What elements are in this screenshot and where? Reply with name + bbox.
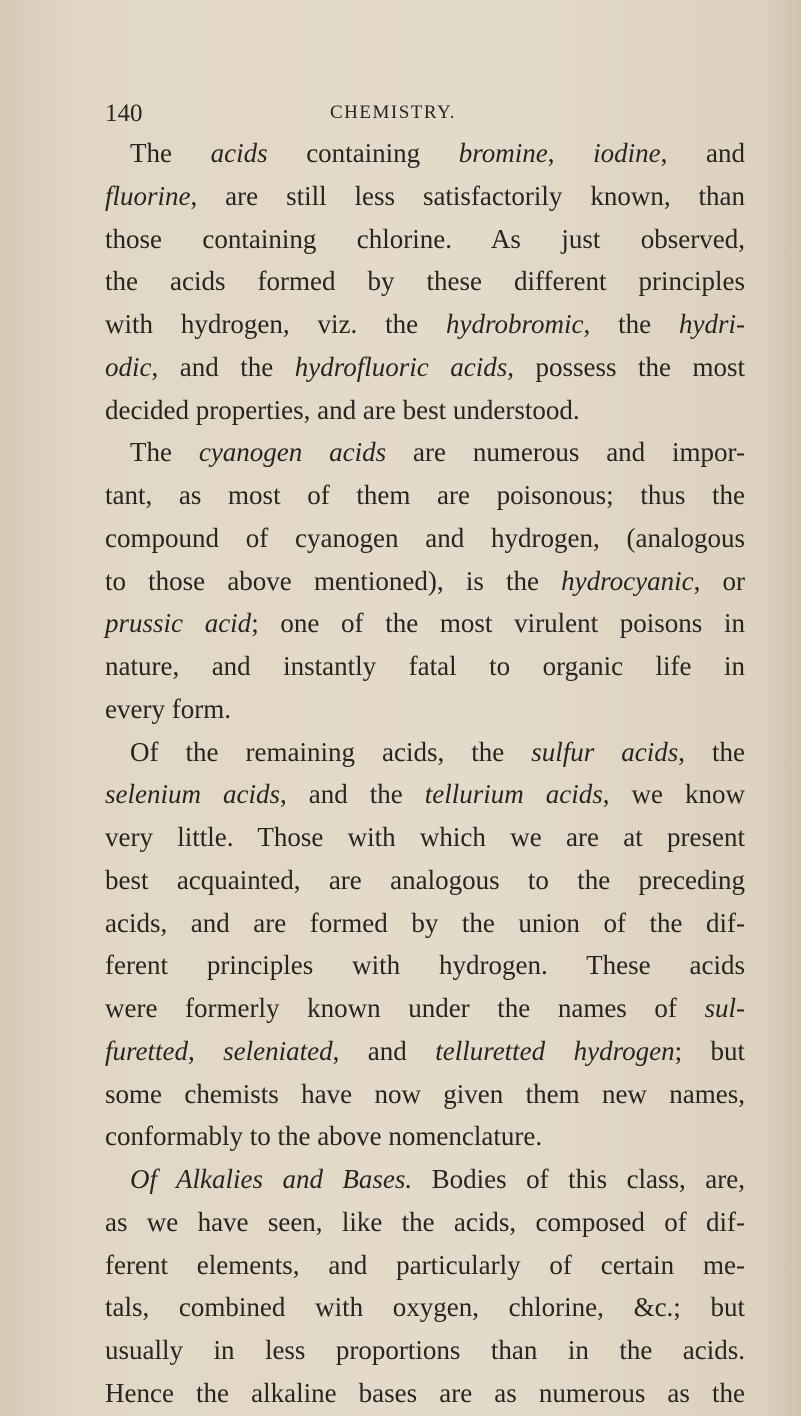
text-run: ; but — [674, 1035, 745, 1066]
text-line — [105, 132, 745, 175]
text-run: , are still less satisfactorily known, than — [190, 180, 745, 211]
italic-term: odic — [105, 351, 152, 382]
text-run: with hydrogen, viz. the — [105, 309, 446, 339]
italic-term: tellurium acids — [424, 779, 603, 810]
italic-term: hydri- — [679, 309, 745, 339]
text-line — [105, 389, 745, 432]
text-line — [105, 859, 745, 902]
text-run: The — [130, 138, 211, 168]
text-run: , and the — [279, 779, 425, 810]
text-run: every form. — [105, 693, 231, 724]
text-line — [105, 1286, 745, 1329]
text-run: as we have seen, like the acids, composed of dif- — [105, 1206, 745, 1237]
italic-term: fluorine — [105, 180, 191, 211]
text-run: containing — [267, 138, 459, 168]
text-run: tals, combined with oxygen, chlorine, &c.; but — [105, 1292, 745, 1323]
text-line — [105, 1030, 745, 1073]
text-line — [105, 944, 745, 987]
text-line — [105, 602, 745, 645]
italic-term: bromine — [458, 138, 548, 168]
italic-term: furetted, seleniated — [105, 1035, 333, 1066]
book-page — [105, 92, 745, 1415]
text-line — [105, 431, 745, 474]
text-run: ferent elements, and particularly of certain me- — [105, 1249, 745, 1280]
text-run: nature, and instantly fatal to organic life in — [105, 651, 745, 681]
italic-term: iodine — [593, 138, 661, 168]
text-run: the acids formed by these different principles — [105, 266, 745, 297]
text-run: Bodies of this class, are, — [412, 1164, 745, 1194]
italic-term: cyanogen acids — [198, 437, 387, 468]
italic-term: prussic acid — [105, 608, 252, 639]
text-line — [105, 816, 745, 859]
italic-term: sul- — [704, 993, 745, 1023]
text-run: , the — [678, 736, 745, 767]
text-run: ; one of the most virulent poisons in — [251, 608, 745, 639]
text-line — [105, 517, 745, 560]
running-title: CHEMISTRY. — [330, 102, 457, 123]
text-line — [105, 1073, 745, 1116]
italic-term: telluretted hydrogen — [435, 1035, 675, 1066]
text-line — [105, 1201, 745, 1244]
text-line — [105, 987, 745, 1030]
text-run: were formerly known under the names of — [105, 993, 705, 1023]
text-line — [105, 1244, 745, 1287]
text-run: , we know — [602, 779, 745, 810]
italic-term: hydrocyanic — [561, 565, 694, 596]
text-run: compound of cyanogen and hydrogen, (analogous — [105, 522, 745, 553]
text-run: , and the — [151, 351, 295, 382]
text-run: , and — [660, 138, 745, 168]
text-run: Of the remaining acids, the — [130, 736, 532, 767]
text-line — [105, 902, 745, 945]
text-run: , possess the most — [507, 351, 745, 382]
text-line — [105, 346, 745, 389]
text-line — [105, 303, 745, 346]
text-run: Hence the alkaline bases are as numerous as the — [105, 1377, 745, 1408]
text-line — [105, 1115, 745, 1158]
text-line — [105, 560, 745, 603]
text-line — [105, 1372, 745, 1415]
italic-term: sulfur acids — [531, 736, 679, 767]
text-line — [105, 474, 745, 517]
text-line — [105, 218, 745, 261]
page-header — [105, 92, 745, 132]
page-number: 140 — [105, 100, 143, 127]
text-run: conformably to the above nomenclature. — [105, 1121, 543, 1152]
italic-term: hydrobromic — [446, 309, 584, 339]
text-run: are numerous and impor- — [386, 437, 745, 468]
body-text — [105, 132, 745, 1415]
text-run: tant, as most of them are poisonous; thus the — [105, 480, 745, 510]
text-run: , and — [332, 1035, 436, 1066]
text-run: ferent principles with hydrogen. These acids — [105, 950, 745, 981]
text-line — [105, 773, 745, 816]
text-run: to those above mentioned), is the — [105, 565, 562, 596]
text-run: , — [547, 138, 594, 168]
text-line — [105, 260, 745, 303]
text-line — [105, 1158, 745, 1201]
text-run: acids, and are formed by the union of the dif- — [105, 907, 745, 938]
text-run: , or — [693, 565, 745, 596]
text-line — [105, 1329, 745, 1372]
text-run: very little. Those with which we are at present — [105, 822, 745, 852]
text-run: decided properties, and are best understood. — [105, 394, 580, 425]
italic-term: acids — [210, 138, 268, 168]
text-run: some chemists have now given them new names, — [105, 1078, 745, 1109]
italic-term: hydrofluoric acids — [294, 351, 508, 382]
text-run: The — [130, 437, 199, 468]
text-run: usually in less proportions than in the acids. — [105, 1335, 745, 1365]
text-run: , the — [583, 309, 679, 339]
text-line — [105, 731, 745, 774]
text-line — [105, 645, 745, 688]
text-run: best acquainted, are analogous to the preceding — [105, 864, 745, 895]
text-line — [105, 175, 745, 218]
italic-term: selenium acids — [105, 779, 280, 810]
text-run: those containing chlorine. As just observed, — [105, 223, 745, 254]
text-line — [105, 688, 745, 731]
italic-term: Of Alkalies and Bases. — [130, 1164, 413, 1194]
